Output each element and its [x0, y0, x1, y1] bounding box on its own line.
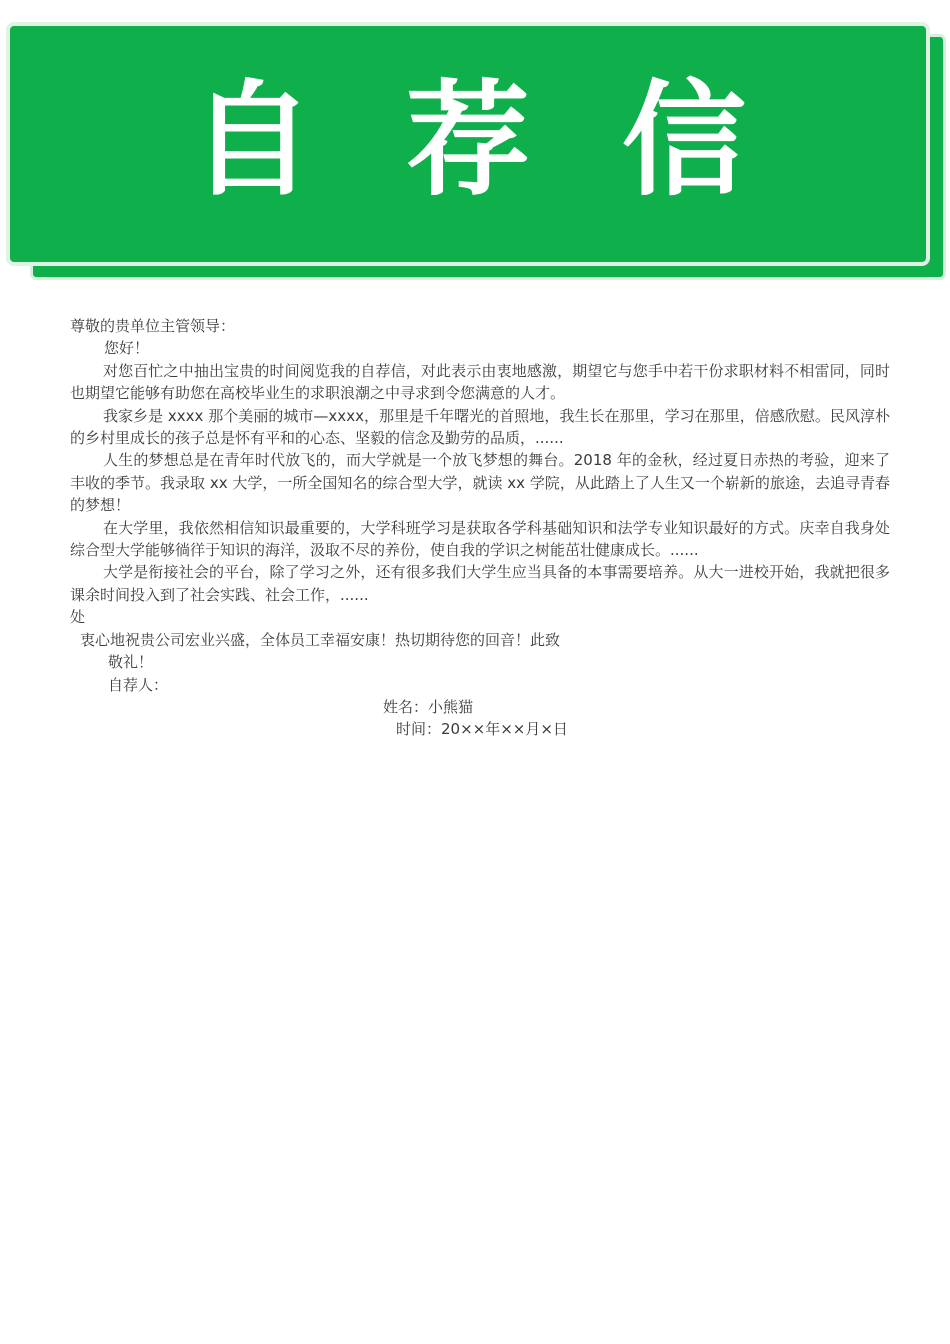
greeting: 您好！ — [104, 339, 150, 358]
paragraph: 我家乡是 xxxx 那个美丽的城市—xxxx，那里是千年曙光的首照地，我生长在那里，学习在那里，倍感欣慰。民风淳朴的乡村里成长的孩子总是怀有平和的心态、坚毅的信念及勤劳的品质，...... — [70, 406, 890, 448]
title-banner — [6, 22, 930, 266]
signature-date: 时间：20××年××月×日 — [396, 720, 568, 739]
stray-text: 处 — [70, 608, 86, 627]
closing-line: 衷心地祝贵公司宏业兴盛，全体员工幸福安康！热切期待您的回音！此致 — [80, 630, 561, 649]
paragraph: 在大学里，我依然相信知识最重要的，大学科班学习是获取各学科基础知识和法学专业知识最好的方式。庆幸自我身处综合型大学能够徜徉于知识的海洋，汲取不尽的养份，使自我的学识之树能茁壮健康成长。...... — [70, 518, 890, 560]
paragraph: 大学是衔接社会的平台，除了学习之外，还有很多我们大学生应当具备的本事需要培养。从大一进校开始，我就把很多课余时间投入到了社会实践、社会工作，...... — [70, 563, 890, 604]
respect-line: 敬礼！ — [108, 653, 154, 672]
salutation: 尊敬的贵单位主管领导： — [70, 317, 236, 335]
page-title: 自荐信 — [189, 69, 838, 213]
recommender-label: 自荐人： — [108, 675, 169, 694]
paragraph: 对您百忙之中抽出宝贵的时间阅览我的自荐信，对此表示由衷地感激，期望它与您手中若干份求职材料不相雷同，同时也期望它能够有助您在高校毕业生的求职浪潮之中寻求到令您满意的人才。 — [70, 361, 890, 403]
letter-body — [70, 315, 890, 741]
paragraph: 人生的梦想总是在青年时代放飞的，而大学就是一个放飞梦想的舞台。2018 年的金秋，经过夏日赤热的考验，迎来了丰收的季节。我录取 xx 大学，一所全国知名的综合型大学，就读 xx 学院，从此踏上了人生又一个崭新的旅途，去追寻青春的梦想！ — [70, 451, 890, 515]
signature-name: 姓名：小熊猫 — [383, 697, 474, 716]
